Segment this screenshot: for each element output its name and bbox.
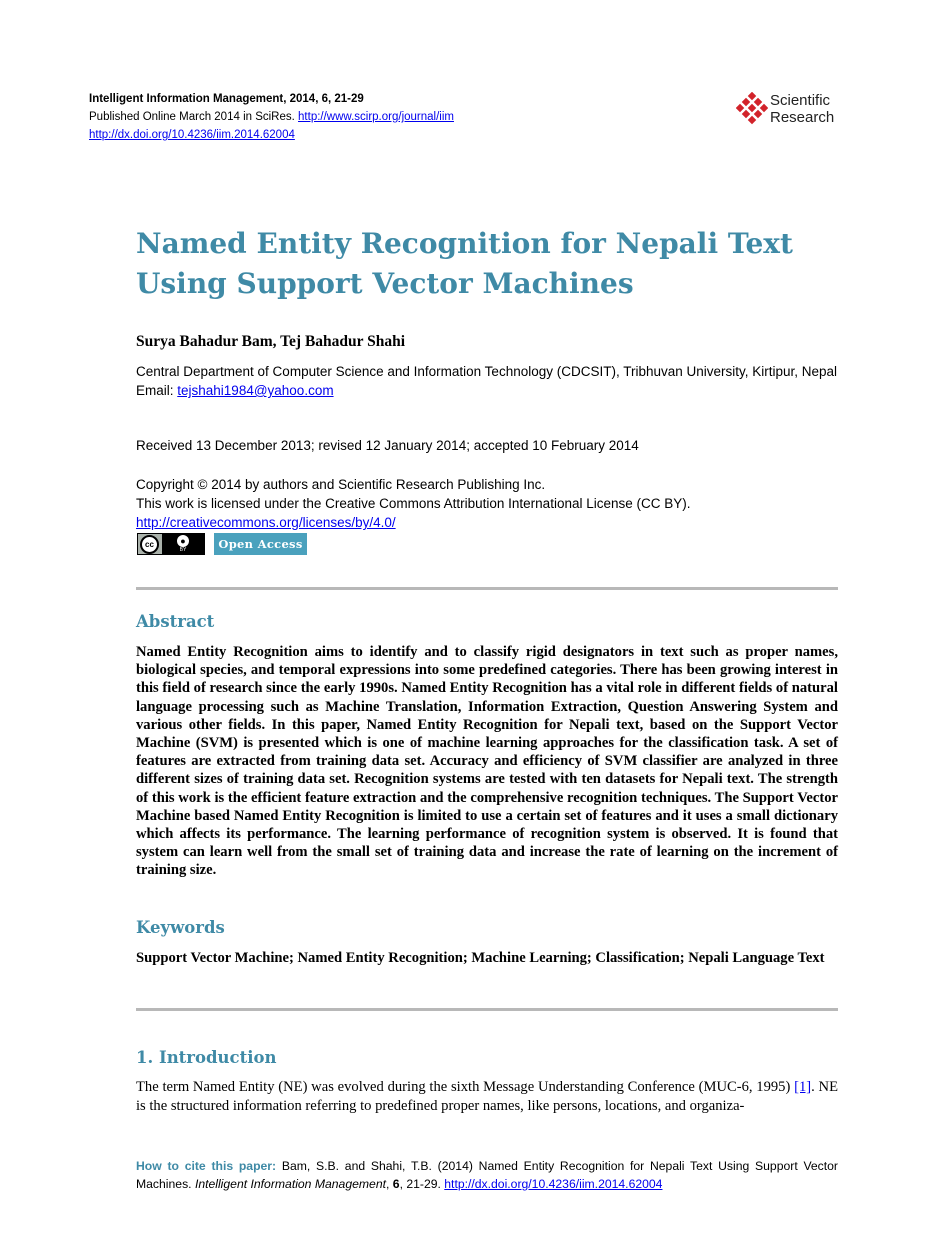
email-label: Email:	[136, 383, 178, 398]
introduction-text	[136, 1078, 838, 1116]
license-line: This work is licensed under the Creative Commons Attribution International License (CC BY).	[136, 496, 691, 511]
logo-wordmark	[770, 92, 834, 126]
scientific-research-logo	[736, 92, 846, 126]
abstract-text: Named Entity Recognition aims to identify and to classify rigid designators in text such as proper names, biological species, and temporal expressions into some predefined categories. There has been growing interest in this field of research since the early 1990s. Named Entity Recognition has a vital role in different fields of natural language processing such as Machine Translation, Information Extraction, Question Answering System and various other fields. In this paper, Named Entity Recognition for Nepali text, based on the Support Vector Machine (SVM) is presented which is one of machine learning approaches for the classification task. A set of features are extracted from training data set. Accuracy and efficiency of SVM classifier are analyzed in three different sizes of training data set. Recognition systems are tested with ten datasets for Nepali text. The strength of this work is the efficient feature extraction and the comprehensive recognition techniques. The Support Vector Machine based Named Entity Recognition is limited to use a certain set of features and it uses a small dictionary which affects its performance. The learning performance of recognition system is observed. It is found that system can learn well from the small set of training data and increase the rate of learning on the increment of training size.	[136, 644, 838, 879]
by-label: BY	[179, 547, 187, 553]
cite-text: Bam, S.B. and Shahi, T.B. (2014) Named Entity Recognition for Nepali Text Using Support Vector Machines.	[136, 1159, 838, 1191]
copyright-block	[136, 475, 691, 532]
received-dates: Received 13 December 2013; revised 12 January 2014; accepted 10 February 2014	[136, 438, 639, 453]
license-link[interactable]: http://creativecommons.org/licenses/by/4.0/	[136, 515, 396, 530]
badges	[137, 533, 307, 555]
keywords-text: Support Vector Machine; Named Entity Recognition; Machine Learning; Classification; Nepali Language Text	[136, 950, 825, 966]
cite-doi-link[interactable]: http://dx.doi.org/10.4236/iim.2014.62004	[444, 1177, 663, 1191]
paper-title	[136, 224, 836, 304]
affiliation: Central Department of Computer Science and Information Technology (CDCSIT), Tribhuvan University, Kirtipur, Nepal	[136, 364, 838, 379]
reference-link[interactable]: [1]	[794, 1079, 812, 1095]
journal-citation-line: Intelligent Information Management, 2014, 6, 21-29	[89, 93, 364, 105]
by-icon	[162, 534, 204, 554]
how-to-cite	[136, 1157, 838, 1193]
copyright-line: Copyright © 2014 by authors and Scientific Research Publishing Inc.	[136, 477, 546, 492]
email-link[interactable]: tejshahi1984@yahoo.com	[177, 383, 334, 398]
journal-url-link[interactable]: http://www.scirp.org/journal/iim	[298, 111, 454, 123]
cc-icon: cc	[140, 535, 159, 554]
logo-line2: Research	[770, 109, 835, 126]
published-text: Published Online March 2014 in SciRes.	[89, 111, 299, 123]
email-line	[136, 381, 838, 400]
journal-header	[89, 90, 454, 144]
logo-line1: Scientific	[770, 92, 831, 109]
published-line	[89, 108, 454, 126]
keywords-heading: Keywords	[136, 918, 225, 937]
affiliation-block	[136, 362, 838, 400]
open-access-badge[interactable]: Open Access	[214, 533, 307, 555]
authors: Surya Bahadur Bam, Tej Bahadur Shahi	[136, 333, 406, 350]
title-line-1: Named Entity Recognition for Nepali Text	[136, 227, 793, 260]
cite-volume: 6	[392, 1177, 400, 1191]
cite-journal: Intelligent Information Management	[194, 1177, 386, 1191]
person-icon: ●	[177, 535, 189, 547]
introduction-heading: 1. Introduction	[136, 1048, 277, 1067]
logo-diamond-icon	[736, 92, 768, 126]
intro-text-part2: . NE is the structured information referring to predefined proper names, like persons, locations, and organiza-	[136, 1079, 838, 1114]
cc-by-badge[interactable]	[137, 533, 205, 555]
cite-label: How to cite this paper:	[136, 1159, 277, 1173]
doi-link[interactable]: http://dx.doi.org/10.4236/iim.2014.62004	[89, 129, 295, 141]
divider-top	[136, 587, 838, 590]
divider-bottom	[136, 1008, 838, 1011]
title-line-2: Using Support Vector Machines	[136, 267, 634, 300]
abstract-heading: Abstract	[136, 612, 215, 631]
cite-pages: , 21-29.	[399, 1177, 445, 1191]
cite-sep: ,	[386, 1177, 393, 1191]
intro-text-part1: The term Named Entity (NE) was evolved during the sixth Message Understanding Conference (MUC-6, 1995)	[136, 1079, 795, 1095]
